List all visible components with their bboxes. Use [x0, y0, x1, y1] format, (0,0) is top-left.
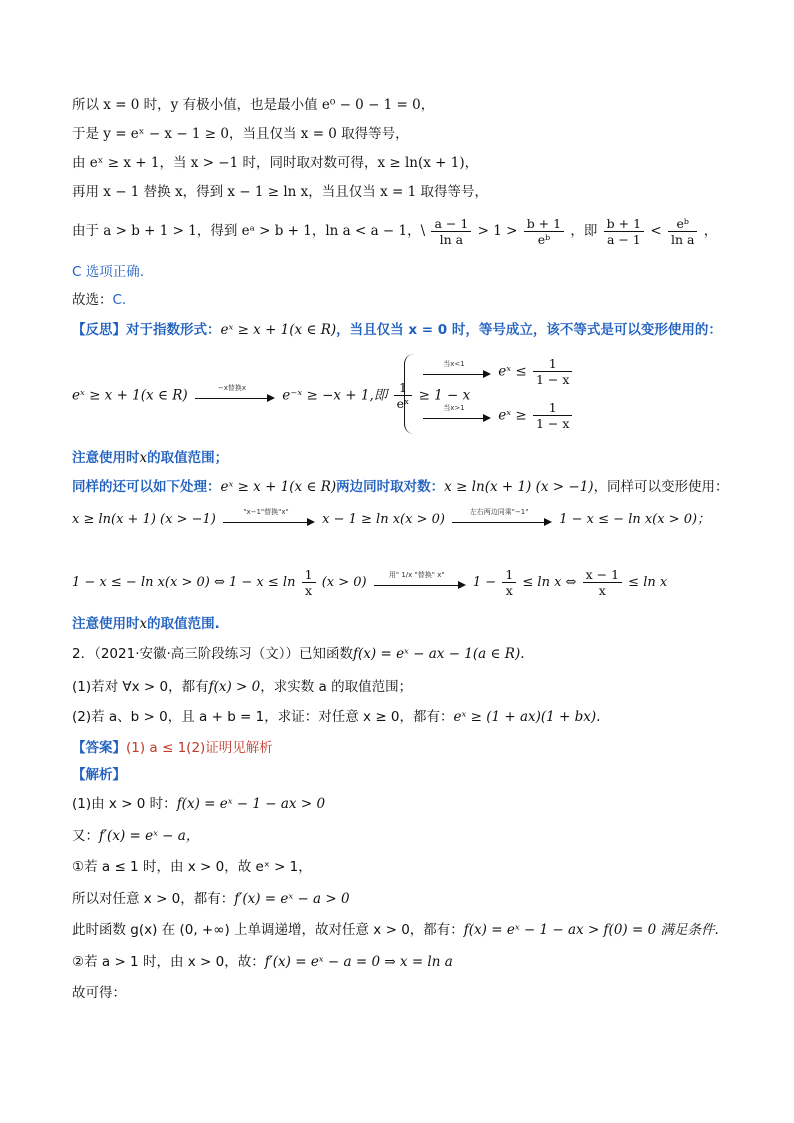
text-line: (1)由 x > 0 时：f(x) = eˣ − 1 − ax > 0 [72, 796, 326, 812]
case-row: 当x>1 eˣ ≥ $\frac{1}{1 - x}$ [420, 400, 574, 431]
fraction: $\frac{1}{x}$ [502, 567, 516, 598]
fraction: $\frac{a - 1}{\text{ln a}}$ [431, 216, 471, 247]
text-line: 又：f′(x) = eˣ − a， [72, 828, 200, 844]
text-line: 同样的还可以如下处理：eˣ ≥ x + 1(x ∈ R)两边同时取对数：x ≥ ln(x + 1) (x > −1)，同样可以变形使用： [72, 479, 729, 495]
text-line: C 选项正确. [72, 264, 145, 280]
text-line: ①若 a ≤ 1 时，由 x > 0，故 eˣ > 1， [72, 859, 312, 875]
text-line: ②若 a > 1 时，由 x > 0，故：f′(x) = eˣ − a = 0 ⇒ x = ln a [72, 954, 453, 970]
derivation-line: x ≥ ln(x + 1) (x > −1) "x−1"替换"x" x − 1 ≥ ln x(x > 0) 左右两边同乘"−1" 1 − x ≤ − ln x(x > 0)； [72, 507, 711, 527]
text-line: 再用 x − 1 替换 x，得到 x − 1 ≥ ln x，当且仅当 x = 1 取得等号， [72, 184, 488, 200]
reflection-heading: 【反思】对于指数形式：eˣ ≥ x + 1(x ∈ R)，当且仅当 x = 0 时，等号成立，该不等式是可以变形使用的： [72, 322, 722, 338]
text-line-fractions: 由于 a > b + 1 > 1，得到 eᵃ > b + 1，ln a < a − 1，\ $\frac{a - 1}{\text{ln a}}$ > 1 > $\frac{b + 1}{\text{eᵇ}}$ ，即 $\frac{b + 1}{a - 1}$ < $\frac{\text{eᵇ}}{\text{ln a}}$ ， [72, 215, 718, 247]
arrow-icon: 用" 1/x "替换" x" [374, 575, 466, 591]
fraction: $\frac{1}{1 - x}$ [533, 356, 572, 387]
arrow-icon: 当x<1 [423, 364, 491, 380]
case-row: 当x<1 eˣ ≤ $\frac{1}{1 - x}$ [420, 356, 574, 387]
note-line: 注意使用时x的取值范围. [72, 616, 220, 632]
fraction: $\frac{b + 1}{a - 1}$ [604, 216, 644, 247]
answer-line: 【答案】(1) a ≤ 1(2)证明见解析 [72, 740, 273, 756]
text-line: 所以 x = 0 时，y 有极小值，也是最小值 e⁰ − 0 − 1 = 0， [72, 97, 435, 113]
arrow-icon: 左右两边同乘"−1" [452, 512, 552, 528]
text-line: 故选：C. [72, 292, 127, 308]
text-line: 于是 y = eˣ − x − 1 ≥ 0，当且仅当 x = 0 取得等号， [72, 126, 409, 142]
fraction: $\frac{1}{x}$ [302, 567, 316, 598]
fraction: $\frac{x - 1}{x}$ [583, 567, 622, 598]
reflection-derivation: eˣ ≥ x + 1(x ∈ R) −x替换x e⁻ˣ ≥ −x + 1,即 $\frac{1}{\text{eˣ}}$ ≥ 1 − x 当x<1 eˣ ≤ $\frac{1}{1 - x}$ 当x>1 eˣ ≥ $\frac{1}{1 - x}$ [72, 352, 732, 442]
derivation-line: 1 − x ≤ − ln x(x > 0) ⇔ 1 − x ≤ ln $\frac{1}{x}$ (x > 0) 用" 1/x "替换" x" 1 − $\frac{1}{x}$ ≤ ln x ⇔ $\frac{x - 1}{x}$ ≤ ln x [72, 567, 668, 598]
arrow-icon: −x替换x [195, 388, 275, 404]
problem-part: (2)若 a、b > 0，且 a + b = 1，求证：对任意 x ≥ 0，都有：eˣ ≥ (1 + ax)(1 + bx). [72, 709, 601, 725]
problem-title: 2．（2021·安徽·高三阶段练习（文））已知函数f(x) = eˣ − ax − 1(a ∈ R). [72, 646, 525, 662]
arrow-icon: 当x>1 [423, 408, 491, 424]
text-line: 故可得： [72, 985, 126, 1001]
fraction: $\frac{b + 1}{\text{eᵇ}}$ [524, 216, 564, 247]
fraction: $\frac{\text{eᵇ}}{\text{ln a}}$ [668, 216, 697, 247]
analysis-heading: 【解析】 [72, 767, 126, 783]
text-line: 由 eˣ ≥ x + 1，当 x > −1 时，同时取对数可得，x ≥ ln(x + 1)， [72, 155, 479, 171]
text-line: 此时函数 g(x) 在 (0, +∞) 上单调递增，故对任意 x > 0，都有：f(x) = eˣ − 1 − ax > f(0) = 0 满足条件. [72, 922, 719, 938]
text-line: 所以对任意 x > 0，都有：f′(x) = eˣ − a > 0 [72, 891, 350, 907]
brace-icon [404, 354, 415, 434]
fraction: $\frac{1}{\text{eˣ}}$ [394, 380, 413, 411]
fraction: $\frac{1}{1 - x}$ [533, 400, 572, 431]
problem-part: (1)若对 ∀x > 0，都有f(x) > 0，求实数 a 的取值范围； [72, 679, 413, 695]
arrow-icon: "x−1"替换"x" [223, 512, 315, 528]
note-line: 注意使用时x的取值范围； [72, 450, 229, 466]
